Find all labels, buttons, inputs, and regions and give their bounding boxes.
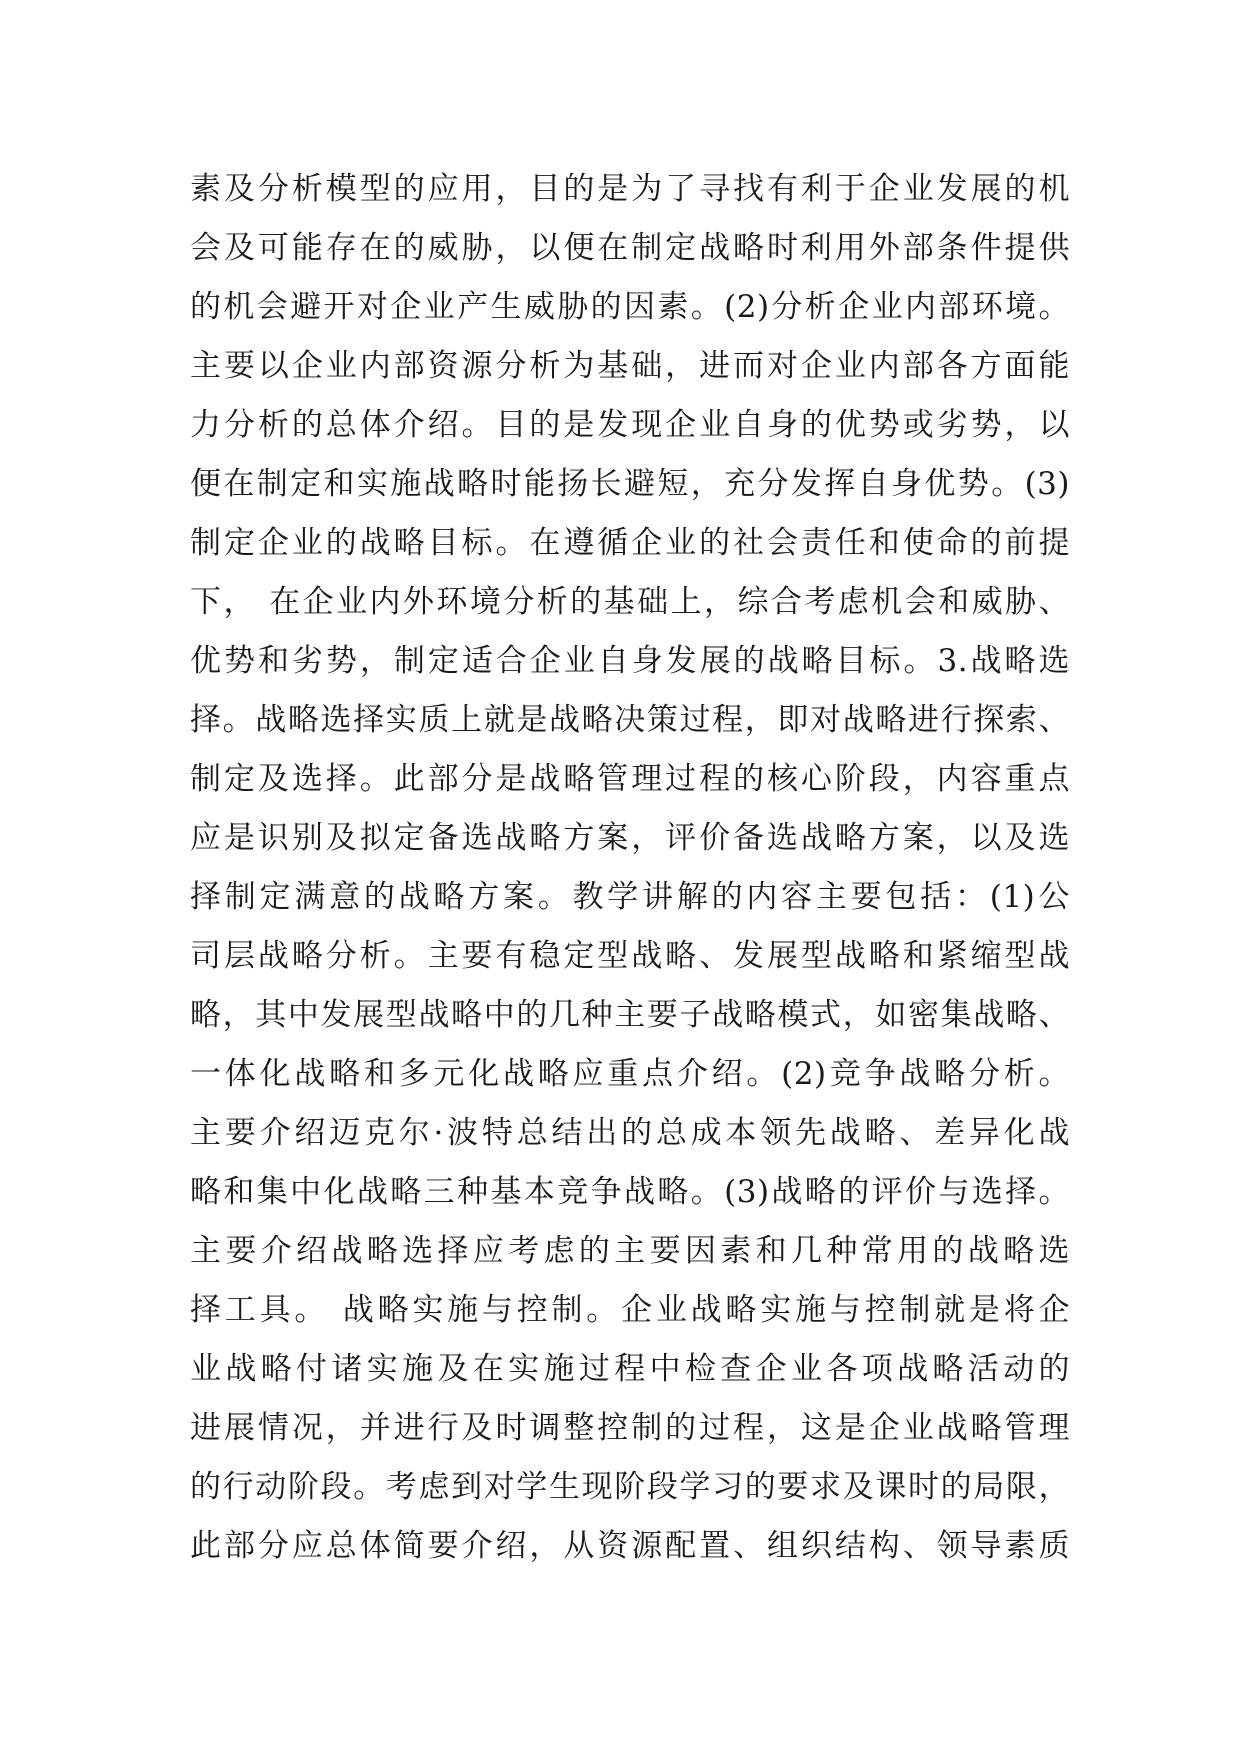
text-line: 下， 在企业内外环境分析的基础上，综合考虑机会和威胁、 xyxy=(190,584,1070,620)
text-line: 进展情况，并进行及时调整控制的过程，这是企业战略管理 xyxy=(190,1410,1070,1446)
text-line: 略，其中发展型战略中的几种主要子战略模式，如密集战略、 xyxy=(190,997,1070,1033)
text-line: 主要以企业内部资源分析为基础，进而对企业内部各方面能 xyxy=(190,348,1070,384)
text-line: 司层战略分析。主要有稳定型战略、发展型战略和紧缩型战 xyxy=(190,938,1070,974)
text-line: 择制定满意的战略方案。教学讲解的内容主要包括：(1)公 xyxy=(190,879,1070,915)
text-line: 主要介绍迈克尔·波特总结出的总成本领先战略、差异化战 xyxy=(190,1115,1070,1151)
text-line: 优势和劣势，制定适合企业自身发展的战略目标。3.战略选 xyxy=(190,643,1070,679)
text-line: 力分析的总体介绍。目的是发现企业自身的优势或劣势，以 xyxy=(190,407,1070,443)
text-line: 素及分析模型的应用，目的是为了寻找有利于企业发展的机 xyxy=(190,171,1070,207)
text-line: 择工具。 战略实施与控制。企业战略实施与控制就是将企 xyxy=(190,1292,1070,1328)
body-text xyxy=(190,160,1070,1576)
text-line: 主要介绍战略选择应考虑的主要因素和几种常用的战略选 xyxy=(190,1233,1070,1269)
text-line: 的机会避开对企业产生威胁的因素。(2)分析企业内部环境。 xyxy=(190,289,1070,325)
text-line: 会及可能存在的威胁，以便在制定战略时利用外部条件提供 xyxy=(190,230,1070,266)
text-line: 应是识别及拟定备选战略方案，评价备选战略方案，以及选 xyxy=(190,820,1070,856)
text-line: 一体化战略和多元化战略应重点介绍。(2)竞争战略分析。 xyxy=(190,1056,1070,1092)
text-line: 便在制定和实施战略时能扬长避短，充分发挥自身优势。(3) xyxy=(190,466,1070,502)
text-line: 制定及选择。此部分是战略管理过程的核心阶段，内容重点 xyxy=(190,761,1070,797)
text-line: 业战略付诸实施及在实施过程中检查企业各项战略活动的 xyxy=(190,1351,1070,1387)
text-line: 略和集中化战略三种基本竞争战略。(3)战略的评价与选择。 xyxy=(190,1174,1070,1210)
text-line: 的行动阶段。考虑到对学生现阶段学习的要求及课时的局限， xyxy=(190,1469,1070,1505)
text-line: 制定企业的战略目标。在遵循企业的社会责任和使命的前提 xyxy=(190,525,1070,561)
text-line: 择。战略选择实质上就是战略决策过程，即对战略进行探索、 xyxy=(190,702,1070,738)
text-line: 此部分应总体简要介绍，从资源配置、组织结构、领导素质 xyxy=(190,1528,1070,1564)
